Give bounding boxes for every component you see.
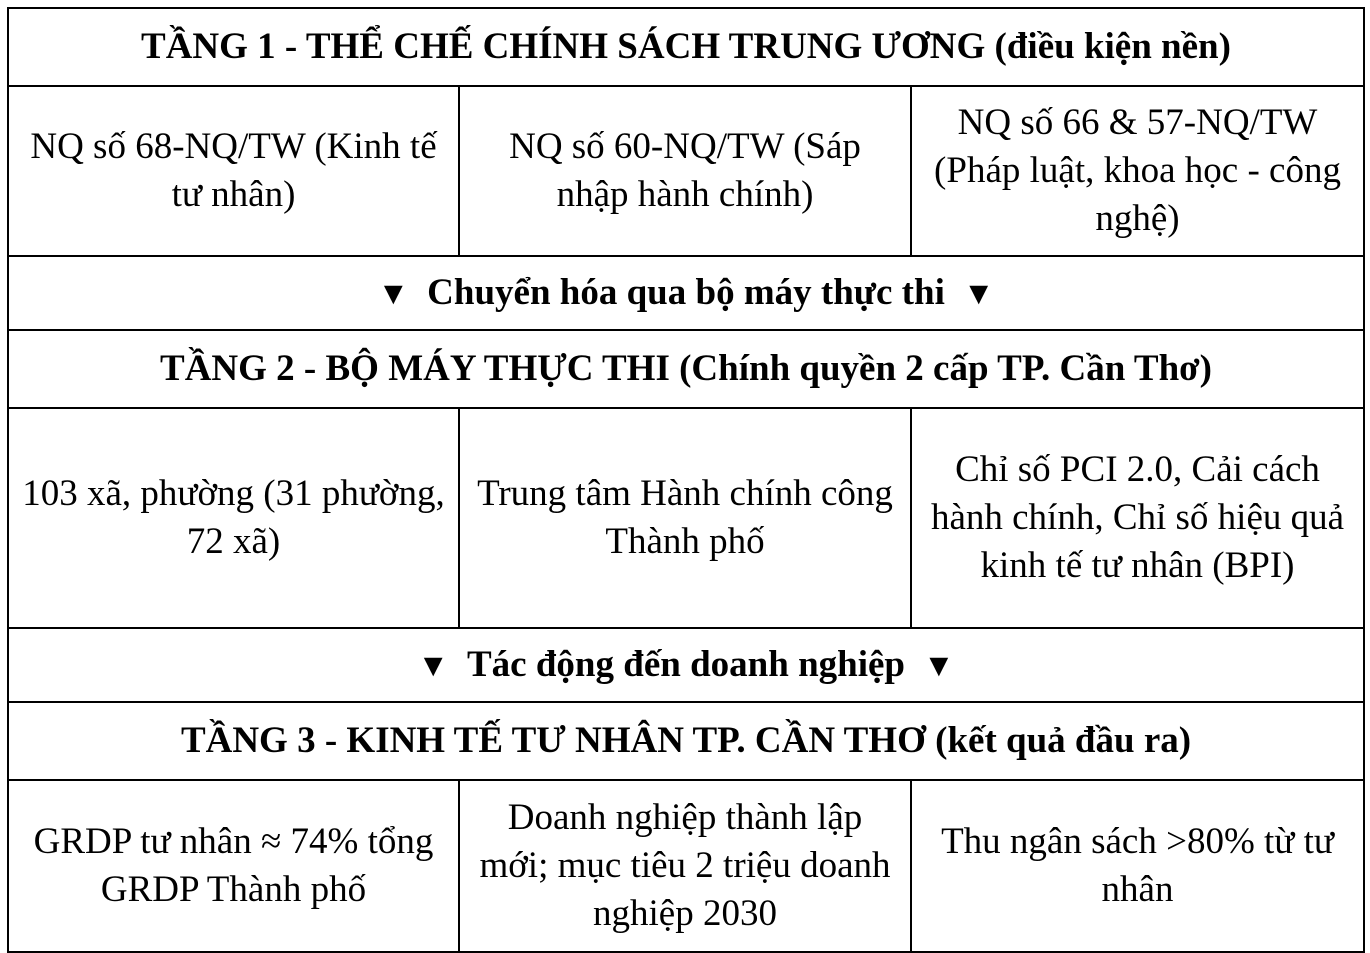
down-triangle-icon: ▼ bbox=[377, 275, 410, 311]
tier-1-row bbox=[8, 86, 1364, 256]
tier-2-cell-public-admin-center: Trung tâm Hành chính công Thành phố bbox=[459, 408, 911, 628]
tier-3-cell-grdp: GRDP tư nhân ≈ 74% tổng GRDP Thành phố bbox=[8, 780, 459, 952]
transition-2-label: Tác động đến doanh nghiệp bbox=[467, 644, 906, 685]
down-triangle-icon: ▼ bbox=[417, 647, 449, 683]
tier-1-cell-resolution-66-57: NQ số 66 & 57-NQ/TW (Pháp luật, khoa học - công nghệ) bbox=[911, 86, 1364, 256]
tier-1-cell-resolution-68: NQ số 68-NQ/TW (Kinh tế tư nhân) bbox=[8, 86, 459, 256]
transition-2 bbox=[8, 628, 1364, 702]
tier-3-row bbox=[8, 780, 1364, 952]
tier-2-cell-communes-wards: 103 xã, phường (31 phường, 72 xã) bbox=[8, 408, 459, 628]
tier-2-row bbox=[8, 408, 1364, 628]
transition-1-row bbox=[8, 256, 1364, 330]
tier-2-cell-indices: Chỉ số PCI 2.0, Cải cách hành chính, Chỉ số hiệu quả kinh tế tư nhân (BPI) bbox=[911, 408, 1364, 628]
tier-3-title: TẦNG 3 - KINH TẾ TƯ NHÂN TP. CẦN THƠ (kết quả đầu ra) bbox=[8, 702, 1364, 780]
tier-3-cell-new-enterprises: Doanh nghiệp thành lập mới; mục tiêu 2 triệu doanh nghiệp 2030 bbox=[459, 780, 911, 952]
tier-3-cell-budget-revenue: Thu ngân sách >80% từ tư nhân bbox=[911, 780, 1364, 952]
tier-1-header-row bbox=[8, 8, 1364, 86]
down-triangle-icon: ▼ bbox=[962, 275, 995, 311]
tier-3-header-row bbox=[8, 702, 1364, 780]
transition-1-label: Chuyển hóa qua bộ máy thực thi bbox=[427, 272, 945, 313]
framework-table bbox=[7, 7, 1365, 953]
tier-1-title: TẦNG 1 - THỂ CHẾ CHÍNH SÁCH TRUNG ƯƠNG (điều kiện nền) bbox=[8, 8, 1364, 86]
transition-2-row bbox=[8, 628, 1364, 702]
tier-2-title: TẦNG 2 - BỘ MÁY THỰC THI (Chính quyền 2 cấp TP. Cần Thơ) bbox=[8, 330, 1364, 408]
down-triangle-icon: ▼ bbox=[923, 647, 955, 683]
tier-2-header-row bbox=[8, 330, 1364, 408]
tier-1-cell-resolution-60: NQ số 60-NQ/TW (Sáp nhập hành chính) bbox=[459, 86, 911, 256]
transition-1 bbox=[8, 256, 1364, 330]
